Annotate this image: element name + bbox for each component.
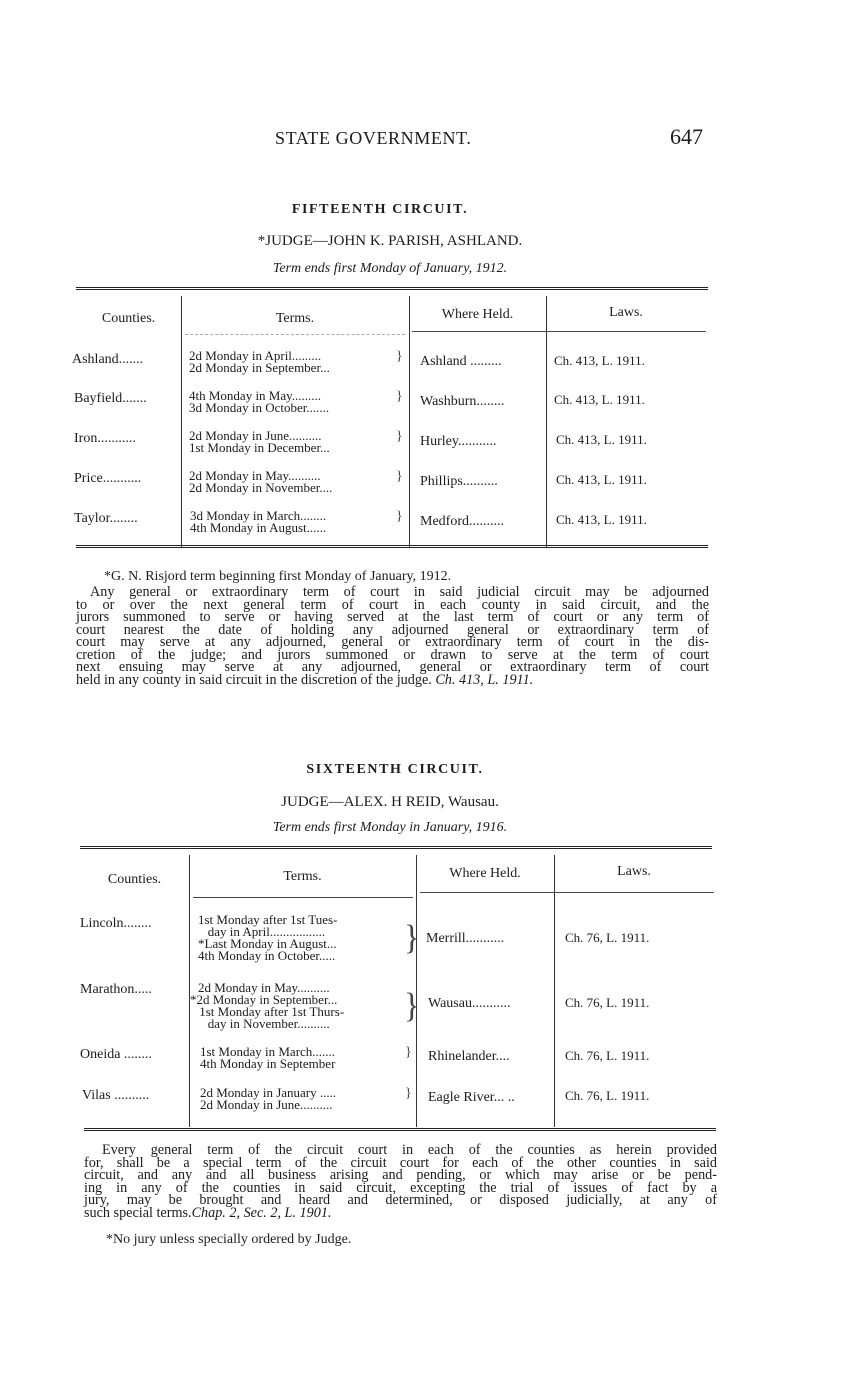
paragraph-line: circuit, and any and all business arising and pending, or which may arise or be pend-	[84, 1167, 717, 1183]
sixteenth-col-divider-3	[554, 855, 555, 1127]
paragraph-line: court nearest the date of holding any adjourned general or extraordinary term of	[76, 621, 709, 638]
paragraph-line: cretion of the judge; and jurors summoned or drawn to serve at the term of court	[76, 646, 709, 663]
fifteenth-row-where: Hurley...........	[420, 434, 497, 449]
paragraph-line: court may serve at any adjourned, general or extraordinary term of court in the dis-	[76, 634, 709, 650]
fifteenth-row-brace: }	[396, 389, 403, 404]
sixteenth-row-laws: Ch. 76, L. 1911.	[565, 1048, 650, 1063]
sixteenth-term-ends: Term ends first Monday in January, 1916.	[272, 820, 508, 835]
fifteenth-table-top-rule	[76, 287, 708, 290]
fifteenth-row-term: 3d Monday in October.......	[189, 400, 330, 415]
sixteenth-circuit-title: SIXTEENTH CIRCUIT.	[306, 762, 484, 777]
paragraph-line-last	[76, 671, 709, 688]
fifteenth-col-divider-2	[409, 296, 410, 548]
fifteenth-col-divider-1	[181, 296, 182, 548]
sixteenth-row-where: Wausau...........	[428, 996, 511, 1011]
fifteenth-row-term: 1st Monday in December...	[189, 440, 330, 455]
sixteenth-row-brace: }	[404, 985, 420, 1025]
sixteenth-special-terms-paragraph	[84, 1144, 717, 1219]
sixteenth-row-laws: Ch. 76, L. 1911.	[565, 995, 650, 1010]
fifteenth-row-county: Iron...........	[74, 431, 136, 446]
sixteenth-row-laws: Ch. 76, L. 1911.	[565, 1088, 650, 1103]
sixteenth-row-term: 4th Monday in September	[200, 1056, 336, 1071]
sixteenth-row-county: Oneida ........	[80, 1047, 152, 1062]
sixteenth-row-term: 2d Monday in May..........	[198, 980, 330, 995]
paragraph-citation: Ch. 413, L. 1911.	[435, 671, 534, 688]
running-head: STATE GOVERNMENT.	[275, 128, 472, 148]
sixteenth-row-term: 1st Monday in March.......	[200, 1044, 336, 1059]
fifteenth-row-laws: Ch. 413, L. 1911.	[556, 432, 647, 447]
fifteenth-row-brace: }	[396, 429, 403, 444]
fifteenth-row-laws: Ch. 413, L. 1911.	[554, 353, 645, 368]
fifteenth-col-terms: Terms.	[275, 311, 315, 326]
fifteenth-row-term: 2d Monday in June..........	[189, 428, 322, 443]
fifteenth-term-ends: Term ends first Monday of January, 1912.	[272, 261, 508, 276]
sixteenth-col-counties: Counties.	[107, 872, 162, 887]
paragraph-line: held in any county in said circuit in the discretion of the judge.	[76, 671, 432, 688]
fifteenth-row-term: 2d Monday in May..........	[189, 468, 321, 483]
paragraph-line-last	[84, 1204, 717, 1221]
sixteenth-row-term: 1st Monday after 1st Tues-	[198, 912, 338, 927]
sixteenth-table-bottom-rule	[84, 1128, 716, 1131]
fifteenth-adjournment-paragraph	[76, 586, 709, 686]
sixteenth-footnote: *No jury unless specially ordered by Judge.	[106, 1232, 352, 1247]
fifteenth-row-term: 3d Monday in March........	[190, 508, 327, 523]
sixteenth-row-term: 1st Monday after 1st Thurs-	[196, 1004, 345, 1019]
sixteenth-row-brace: }	[405, 1045, 412, 1060]
fifteenth-terms-header-rule	[185, 334, 405, 335]
fifteenth-circuit-title: FIFTEENTH CIRCUIT.	[291, 202, 469, 217]
paragraph-line: ing in any of the counties in said circuit, excepting the trial of issues of fact by a	[84, 1179, 717, 1196]
sixteenth-row-term: day in November..........	[198, 1016, 330, 1031]
paragraph-line: such special terms.	[84, 1204, 192, 1221]
fifteenth-col-divider-3	[546, 296, 547, 548]
paragraph-line: to or over the next general term of court in each county in said circuit, and the	[76, 596, 709, 613]
sixteenth-row-where: Eagle River... ..	[428, 1090, 515, 1105]
sixteenth-row-where: Merrill...........	[426, 931, 505, 946]
sixteenth-table-top-rule	[80, 846, 712, 849]
fifteenth-row-laws: Ch. 413, L. 1911.	[554, 392, 645, 407]
fifteenth-row-county: Bayfield.......	[74, 391, 147, 406]
paragraph-line: Any general or extraordinary term of court in said judicial circuit may be adjourned	[90, 584, 709, 600]
paragraph-citation: Chap. 2, Sec. 2, L. 1901.	[191, 1204, 332, 1221]
fifteenth-col-counties: Counties.	[101, 311, 156, 326]
paragraph-line: jury, may be brought and heard and determined, or disposed judicially, at any of	[84, 1192, 717, 1208]
fifteenth-row-county: Taylor........	[74, 511, 138, 526]
sixteenth-row-laws: Ch. 76, L. 1911.	[565, 930, 650, 945]
paragraph-line: next ensuing may serve at any adjourned, general or extraordinary term of court	[76, 659, 709, 675]
fifteenth-col-laws: Laws.	[609, 305, 643, 320]
paragraph-line: for, shall be a special term of the circuit court for each of the other counties in said	[84, 1154, 717, 1171]
sixteenth-terms-header-rule	[193, 897, 413, 898]
fifteenth-row-laws: Ch. 413, L. 1911.	[556, 472, 647, 487]
sixteenth-row-term: *Last Monday in August...	[198, 936, 337, 951]
paragraph-line: jurors summoned to serve or having served at the last term of court or any term of	[76, 609, 709, 625]
sixteenth-row-term: 2d Monday in June..........	[200, 1097, 333, 1112]
fifteenth-table-bottom-rule	[76, 545, 708, 548]
sixteenth-row-term: *2d Monday in September...	[190, 992, 338, 1007]
fifteenth-row-where: Medford..........	[420, 514, 504, 529]
sixteenth-row-term: 2d Monday in January .....	[200, 1085, 337, 1100]
fifteenth-row-term: 2d Monday in September...	[189, 360, 330, 375]
fifteenth-row-laws: Ch. 413, L. 1911.	[556, 512, 647, 527]
sixteenth-row-county: Lincoln........	[80, 916, 152, 931]
sixteenth-header-rule	[420, 892, 714, 893]
fifteenth-row-term: 2d Monday in April.........	[189, 348, 322, 363]
fifteenth-row-term: 4th Monday in May.........	[189, 388, 322, 403]
fifteenth-row-term: 4th Monday in August......	[190, 520, 327, 535]
paragraph-line: Every general term of the circuit court in each of the counties as herein provided	[102, 1142, 717, 1158]
fifteenth-row-where: Phillips..........	[420, 474, 498, 489]
sixteenth-row-brace: }	[405, 1086, 412, 1101]
sixteenth-row-term: day in April.................	[198, 924, 326, 939]
fifteenth-row-brace: }	[396, 469, 403, 484]
sixteenth-col-where: Where Held.	[449, 866, 521, 881]
fifteenth-row-county: Ashland.......	[72, 352, 144, 367]
sixteenth-col-laws: Laws.	[617, 864, 651, 879]
fifteenth-row-where: Ashland .........	[420, 354, 502, 369]
fifteenth-footnote: *G. N. Risjord term beginning first Monday of January, 1912.	[104, 569, 452, 584]
sixteenth-row-county: Marathon.....	[80, 982, 152, 997]
fifteenth-col-where: Where Held.	[441, 307, 514, 322]
fifteenth-row-county: Price...........	[74, 471, 142, 486]
fifteenth-row-brace: }	[396, 509, 403, 524]
page-number: 647	[670, 124, 703, 149]
fifteenth-row-where: Washburn........	[420, 394, 505, 409]
sixteenth-row-where: Rhinelander....	[428, 1049, 510, 1064]
sixteenth-row-term: 4th Monday in October.....	[198, 948, 336, 963]
fifteenth-header-rule	[412, 331, 706, 332]
fifteenth-judge: *JUDGE—JOHN K. PARISH, ASHLAND.	[257, 233, 523, 249]
sixteenth-judge: JUDGE—ALEX. H REID, Wausau.	[281, 794, 499, 810]
sixteenth-col-divider-1	[189, 855, 190, 1127]
sixteenth-row-county: Vilas ..........	[82, 1088, 150, 1103]
fifteenth-row-term: 2d Monday in November....	[189, 480, 333, 495]
sixteenth-col-terms: Terms.	[283, 869, 322, 884]
fifteenth-row-brace: }	[396, 349, 403, 364]
sixteenth-row-brace: }	[404, 917, 420, 957]
